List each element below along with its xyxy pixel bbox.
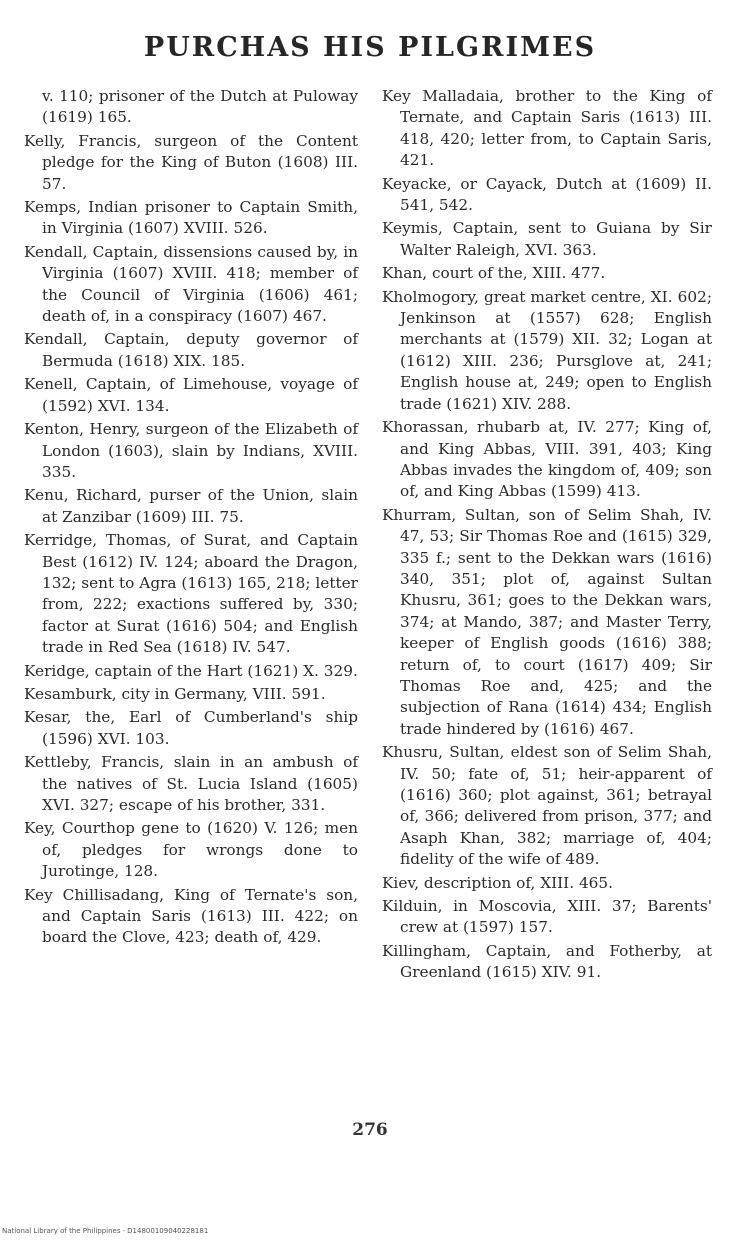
index-entry: Kelly, Francis, surgeon of the Content pledge for the King of Buton (1608) III. 57. [24, 131, 358, 193]
index-entry: Kettleby, Francis, slain in an ambush of the natives of St. Lucia Island (1605) XVI. 327; escape of his brother, 331. [24, 753, 358, 814]
index-entry: Kenton, Henry, surgeon of the Elizabeth of London (1603), slain by Indians, XVIII. 335. [24, 420, 358, 481]
index-entry: Key, Courthop gene to (1620) V. 126; men of, pledges for wrongs done to Jurotinge, 128. [24, 819, 358, 881]
index-entry: Kesamburk, city in Germany, VIII. 591. [24, 684, 326, 703]
index-entry: Key Chillisadang, King of Ternate's son, and Captain Saris (1613) III. 422; on board the Clove, 423; death of, 429. [24, 885, 358, 947]
index-entry: Kendall, Captain, deputy governor of Bermuda (1618) XIX. 185. [24, 330, 358, 370]
index-entry: Khurram, Sultan, son of Selim Shah, IV. 47, 53; Sir Thomas Roe and (1615) 329, 335 f.; sent to the Dekkan wars (1616) 340, 351; plot of, against Sultan Khusru, 361; goes to the Dekkan wars, 374; at Mando, 387; and Master Terry, keeper of English goods (1616) 388; return of, to court (1617) 409; Sir Thomas Roe and, 425; and the subjection of Rana (1614) 434; English trade hindered by (1616) 467. [382, 505, 712, 738]
index-entry: Khusru, Sultan, eldest son of Selim Shah, IV. 50; fate of, 51; heir-apparent of (1616) 360; plot against, 361; betrayal of, 366; delivered from prison, 377; and Asaph Khan, 382; marriage of, 404; fidelity of the wife of 489. [382, 743, 712, 869]
index-entry: Khan, court of the, XIII. 477. [382, 264, 606, 283]
page-title: PURCHAS HIS PILGRIMES [143, 32, 597, 63]
left-column [24, 86, 358, 951]
index-entry: Kiev, description of, XIII. 465. [382, 873, 613, 892]
index-entry: Key Malladaia, brother to the King of Ternate, and Captain Saris (1613) III. 418, 420; letter from, to Captain Saris, 421. [382, 87, 712, 170]
index-entry: Kesar, the, Earl of Cumberland's ship (1596) XVI. 103. [24, 708, 358, 748]
page-number: 276 [352, 1120, 388, 1140]
index-entry: Kenu, Richard, purser of the Union, slain at Zanzibar (1609) III. 75. [24, 486, 358, 526]
index-entry: Keymis, Captain, sent to Guiana by Sir Walter Raleigh, XVI. 363. [382, 219, 712, 259]
index-entry: Kendall, Captain, dissensions caused by, in Virginia (1607) XVIII. 418; member of the Council of Virginia (1606) 461; death of, in a conspiracy (1607) 467. [24, 242, 358, 326]
index-entry: Kholmogory, great market centre, XI. 602; Jenkinson at (1557) 628; English merchants at (1579) XII. 32; Logan at (1612) XIII. 236; Pursglove at, 241; English house at, 249; open to English trade (1621) XIV. 288. [382, 287, 712, 413]
index-entry: Kerridge, Thomas, of Surat, and Captain Best (1612) IV. 124; aboard the Dragon, 132; sent to Agra (1613) 165, 218; letter from, 222; exactions suffered by, 330; factor at Surat (1616) 504; and English trade in Red Sea (1618) IV. 547. [24, 531, 358, 657]
index-entry: Khorassan, rhubarb at, IV. 277; King of, and King Abbas, VIII. 391, 403; King Abbas invades the kingdom of, 409; son of, and King Abbas (1599) 413. [382, 418, 712, 501]
scan-credit: National Library of the Philippines · D14800109040228181 [2, 1227, 209, 1235]
index-entry: Kenell, Captain, of Limehouse, voyage of (1592) XVI. 134. [24, 375, 358, 415]
index-entry: Keyacke, or Cayack, Dutch at (1609) II. 541, 542. [382, 174, 712, 215]
right-column [382, 86, 712, 986]
index-entry: Keridge, captain of the Hart (1621) X. 329. [24, 661, 358, 680]
index-entry: Kemps, Indian prisoner to Captain Smith, in Virginia (1607) XVIII. 526. [24, 198, 358, 238]
index-entry: Kilduin, in Moscovia, XIII. 37; Barents' crew at (1597) 157. [382, 897, 712, 937]
index-entry: Killingham, Captain, and Fotherby, at Greenland (1615) XIV. 91. [382, 941, 712, 982]
index-entry: v. 110; prisoner of the Dutch at Puloway (1619) 165. [42, 87, 358, 127]
